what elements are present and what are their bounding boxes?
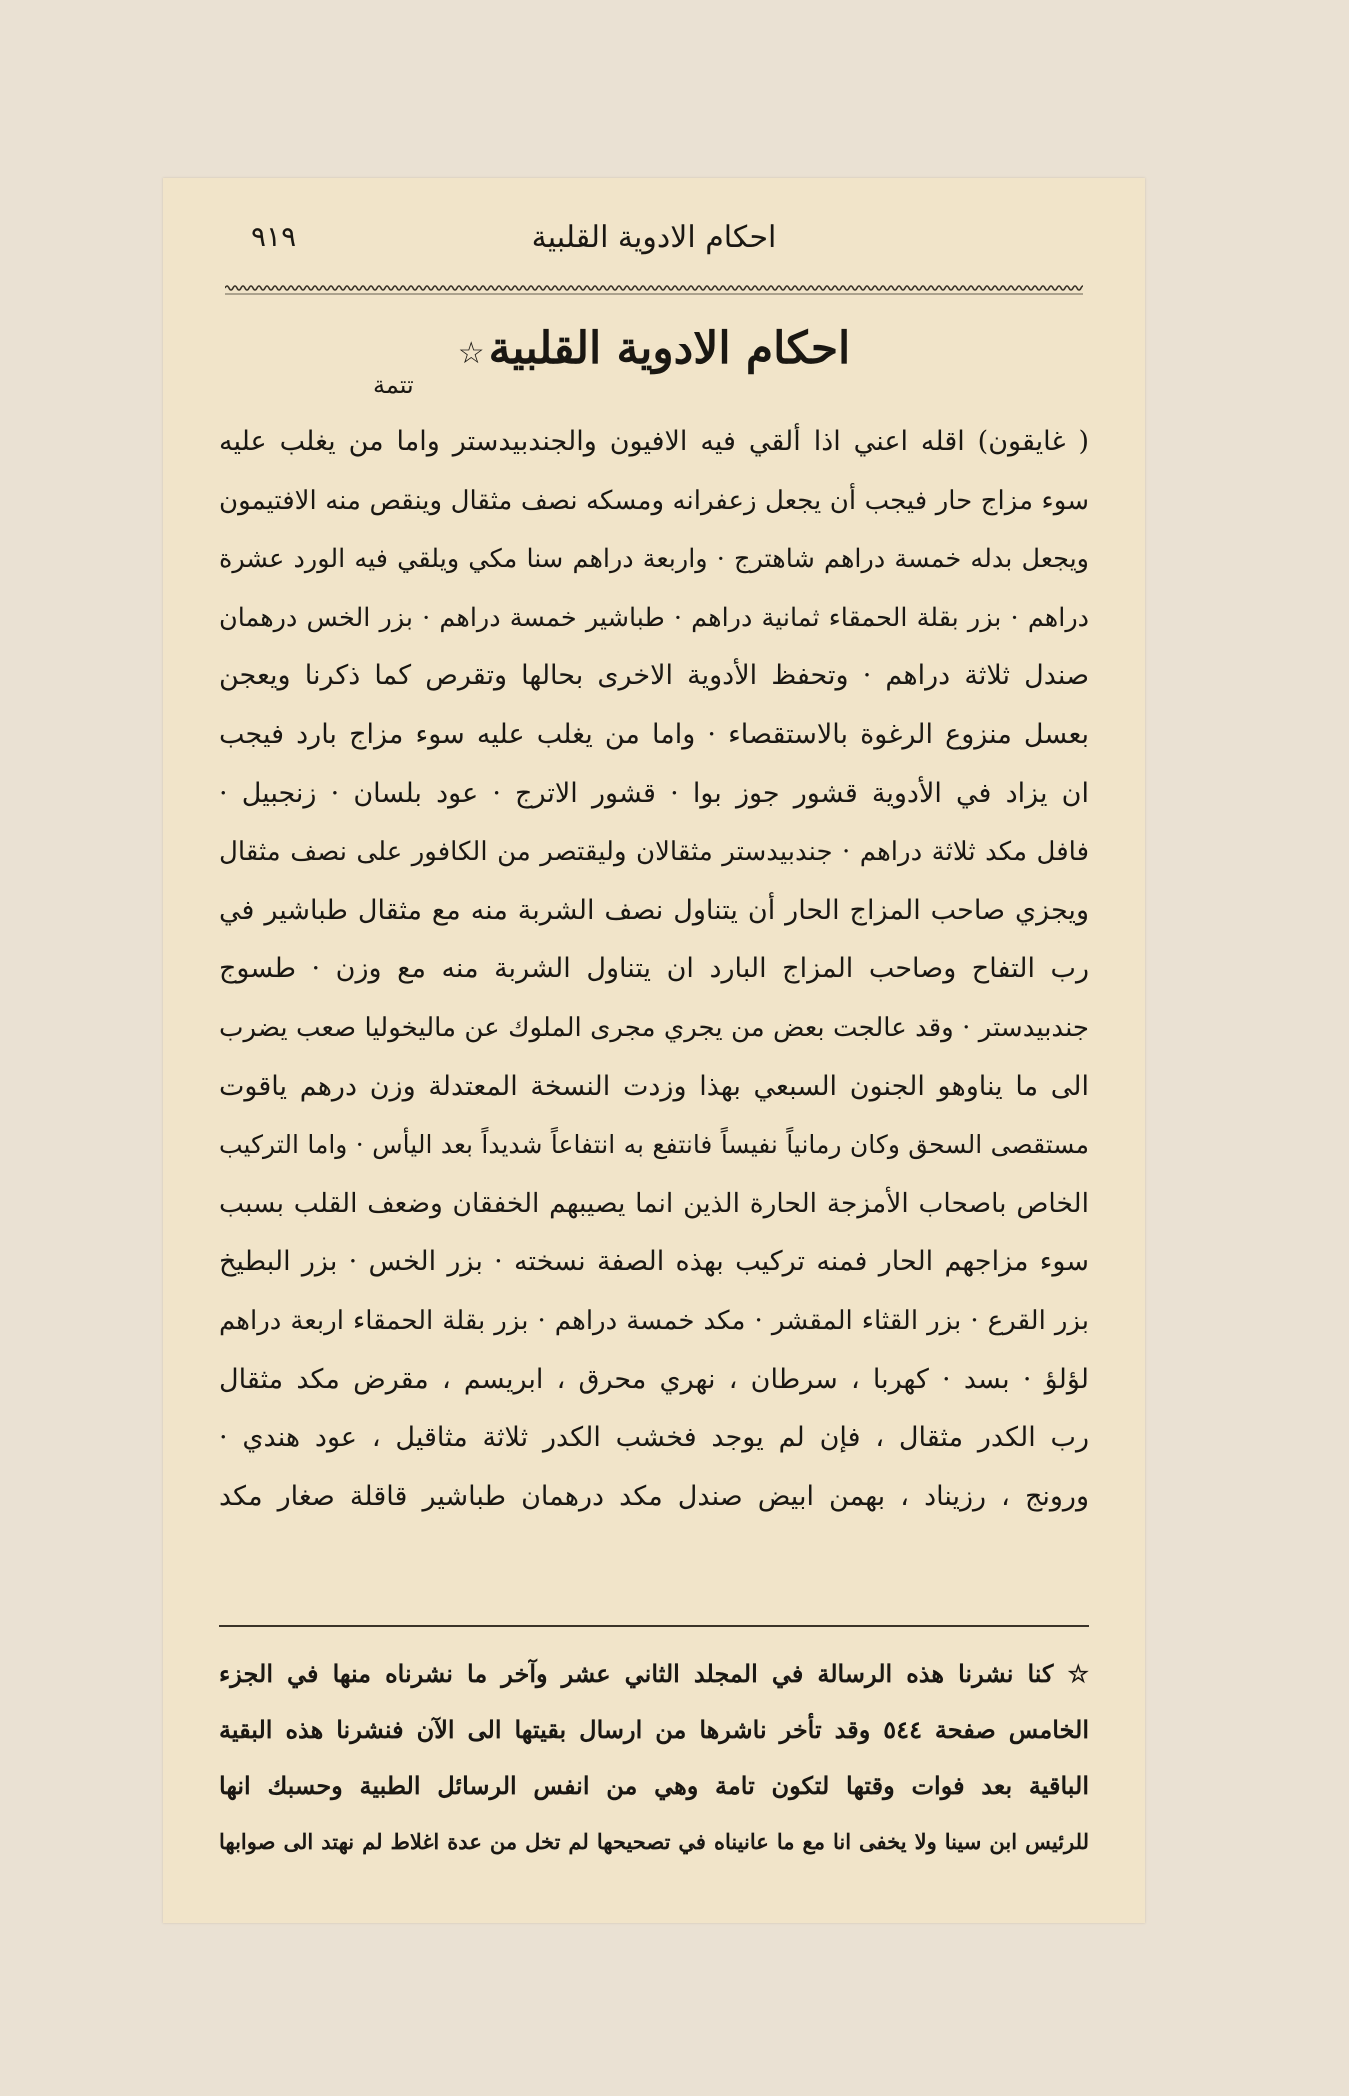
main-heading — [223, 323, 1085, 374]
body-line: سوء مزاج حار فيجب أن يجعل زعفرانه ومسكه نصف مثقال وينقص منه الافتيمون — [219, 485, 1089, 516]
body-line: رب التفاح وصاحب المزاج البارد ان يتناول الشربة منه مع وزن · طسوج — [219, 953, 1089, 985]
page-header — [223, 208, 1085, 268]
body-line: بعسل منزوع الرغوة بالاستقصاء · واما من يغلب عليه سوء مزاج بارد فيجب — [219, 718, 1089, 750]
book-page — [163, 178, 1145, 1923]
footnote-divider — [219, 1625, 1089, 1627]
body-line: ويجزي صاحب المزاج الحار أن يتناول نصف الشربة منه مع مثقال طباشير في — [219, 894, 1089, 926]
wavy-header-rule — [225, 282, 1083, 296]
body-line: الخاص باصحاب الأمزجة الحارة الذين انما يصيبهم الخفقان وضعف القلب بسبب — [219, 1187, 1089, 1219]
footnote-line: الخامس صفحة ٥٤٤ وقد تأخر ناشرها من ارسال بقيتها الى الآن فنشرنا هذه البقية — [219, 1715, 1090, 1744]
body-line: جندبيدستر · وقد عالجت بعض من يجري مجرى الملوك عن ماليخوليا صعب يضرب — [219, 1012, 1089, 1043]
body-line: ( غايقون) اقله اعني اذا ألقي فيه الافيون والجندبيدستر واما من يغلب عليه — [219, 426, 1089, 457]
body-line: مستقصى السحق وكان رمانياً نفيساً فانتفع به انتفاعاً شديداً بعد اليأس · واما التركيب — [219, 1130, 1089, 1160]
body-line: الى ما يناوهو الجنون السبعي بهذا وزدت النسخة المعتدلة وزن درهم ياقوت — [219, 1070, 1089, 1102]
body-line: ورونج ، رزيناد ، بهمن ابيض صندل مكد درهمان طباشير قاقلة صغار مكد — [219, 1480, 1089, 1512]
body-line: لؤلؤ · بسد · كهربا ، سرطان ، نهري محرق ، ابريسم ، مقرض مكد مثقال — [219, 1363, 1089, 1395]
page-number: ٩١٩ — [251, 220, 297, 253]
footnote-line: الباقية بعد فوات وقتها لتكون تامة وهي من انفس الرسائل الطبية وحسبك انها — [219, 1771, 1089, 1800]
footnote-line: للرئيس ابن سينا ولا يخفى انا مع ما عانيناه في تصحيحها لم تخل من عدة اغلاط لم نهتد الى صوابها — [219, 1829, 1089, 1854]
body-line: ويجعل بدله خمسة دراهم شاهترج · واربعة دراهم سنا مكي ويلقي فيه الورد عشرة — [219, 544, 1089, 575]
running-title: احكام الادوية القلبية — [531, 220, 777, 255]
body-line: فافل مكد ثلاثة دراهم · جندبيدستر مثقالان وليقتصر من الكافور على نصف مثقال — [219, 837, 1089, 868]
body-line: سوء مزاجهم الحار فمنه تركيب بهذه الصفة نسخته · بزر الخس · بزر البطيخ — [219, 1246, 1089, 1278]
footnote-star-marker: ☆ — [457, 336, 485, 371]
main-heading-text: احكام الادوية القلبية — [488, 323, 851, 374]
body-line: صندل ثلاثة دراهم · وتحفظ الأدوية الاخرى بحالها وتقرص كما ذكرنا ويعجن — [219, 660, 1089, 692]
section-heading-area — [223, 323, 1085, 423]
body-line: بزر القرع · بزر القثاء المقشر · مكد خمسة دراهم · بزر بقلة الحمقاء اربعة دراهم — [219, 1305, 1089, 1336]
body-line: رب الكدر مثقال ، فإن لم يوجد فخشب الكدر ثلاثة مثاقيل ، عود هندي · — [219, 1422, 1089, 1454]
continuation-note: تتمة — [373, 371, 414, 399]
footnote — [219, 1646, 1089, 1870]
footnote-line: ☆ كنا نشرنا هذه الرسالة في المجلد الثاني عشر وآخر ما نشرناه منها في الجزء — [219, 1659, 1089, 1688]
body-line: دراهم · بزر بقلة الحمقاء ثمانية دراهم · طباشير خمسة دراهم · بزر الخس درهمان — [219, 602, 1089, 633]
body-line: ان يزاد في الأدوية قشور جوز بوا · قشور الاترج · عود بلسان · زنجبيل · — [219, 777, 1089, 809]
body-text — [219, 413, 1089, 1526]
